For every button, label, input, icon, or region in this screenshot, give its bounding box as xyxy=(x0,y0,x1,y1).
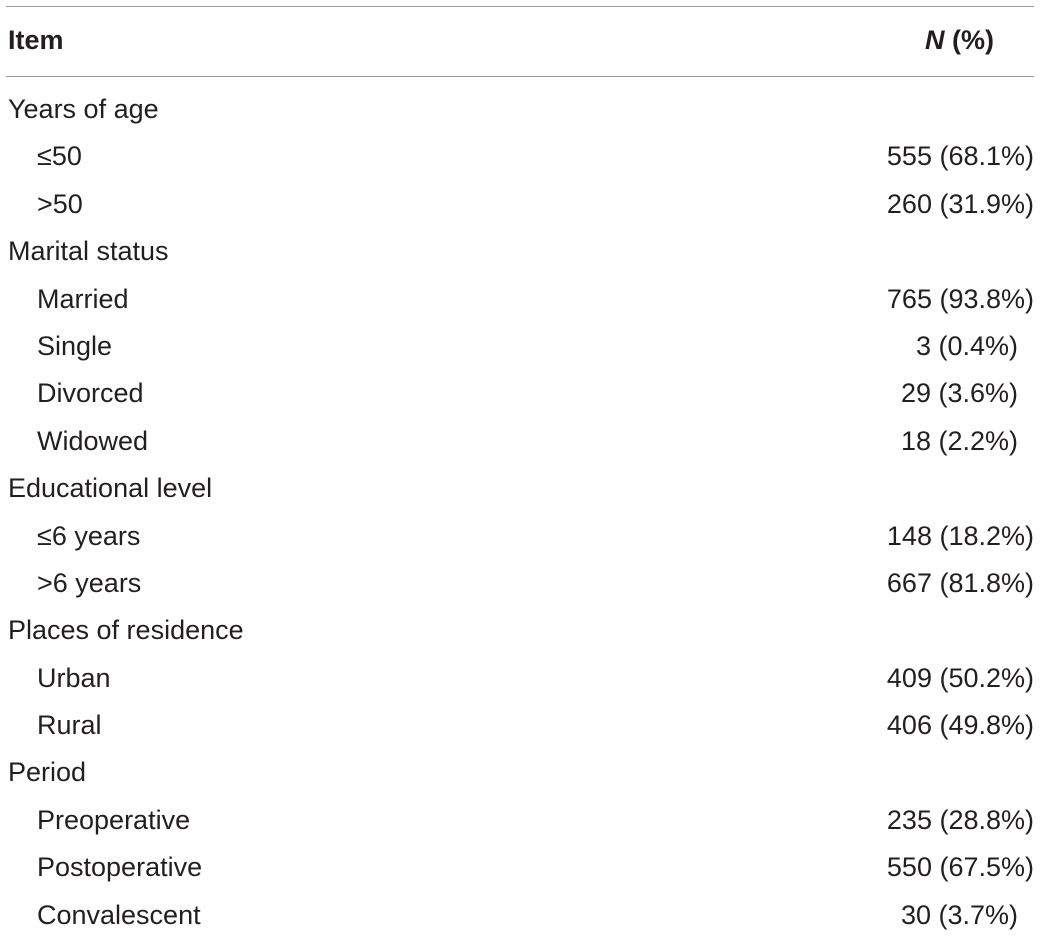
header-n-symbol: N xyxy=(925,25,945,55)
row-label: Preoperative xyxy=(37,804,191,835)
table-row xyxy=(0,563,1040,610)
group-label: Years of age xyxy=(8,94,159,124)
table-row xyxy=(0,800,1040,847)
row-value: 235 (28.8%) xyxy=(886,804,1034,835)
header-rule xyxy=(6,76,1034,77)
row-value: 3 (0.4%) xyxy=(915,330,1018,361)
table-row xyxy=(0,326,1040,373)
row-label: Postoperative xyxy=(37,852,203,883)
row-label: Single xyxy=(37,330,113,361)
row-label: >6 years xyxy=(37,567,142,598)
group-label: Places of residence xyxy=(8,615,244,646)
row-label: Convalescent xyxy=(37,899,201,930)
table-body xyxy=(0,89,1040,942)
table-row xyxy=(0,136,1040,183)
row-label: ≤6 years xyxy=(37,520,141,551)
row-value: 550 (67.5%) xyxy=(886,852,1034,883)
group-header-row xyxy=(0,89,1040,136)
group-header-row xyxy=(0,610,1040,657)
header-n-suffix: (%) xyxy=(944,25,994,55)
row-value: 409 (50.2%) xyxy=(886,662,1034,693)
table-row xyxy=(0,421,1040,468)
row-value: 765 (93.8%) xyxy=(886,283,1034,314)
table-row xyxy=(0,516,1040,563)
table-row xyxy=(0,184,1040,231)
row-label: Widowed xyxy=(37,425,149,456)
table-row xyxy=(0,373,1040,420)
row-label: Married xyxy=(37,283,129,314)
row-value: 406 (49.8%) xyxy=(886,710,1034,741)
header-n-percent xyxy=(925,25,994,56)
row-value: 30 (3.7%) xyxy=(900,899,1018,930)
row-value: 667 (81.8%) xyxy=(886,567,1034,598)
group-header-row xyxy=(0,752,1040,799)
table-row xyxy=(0,847,1040,894)
row-label: Urban xyxy=(37,662,111,693)
group-label: Educational level xyxy=(8,473,213,504)
row-label: Rural xyxy=(37,710,102,741)
table-row xyxy=(0,279,1040,326)
table-row xyxy=(0,705,1040,752)
table-row xyxy=(0,658,1040,705)
row-value: 555 (68.1%) xyxy=(886,141,1034,172)
row-label: ≤50 xyxy=(37,141,82,172)
group-label: Period xyxy=(8,757,87,788)
row-label: Divorced xyxy=(37,378,144,409)
row-value: 260 (31.9%) xyxy=(886,188,1034,219)
row-value: 29 (3.6%) xyxy=(900,378,1018,409)
row-value: 18 (2.2%) xyxy=(900,425,1018,456)
group-header-row xyxy=(0,468,1040,515)
group-label: Marital status xyxy=(8,236,169,267)
group-header-row xyxy=(0,231,1040,278)
table-header xyxy=(0,6,1040,76)
row-value: 148 (18.2%) xyxy=(886,520,1034,551)
header-item: Item xyxy=(8,25,64,55)
table-row xyxy=(0,895,1040,942)
row-label: >50 xyxy=(37,188,83,219)
